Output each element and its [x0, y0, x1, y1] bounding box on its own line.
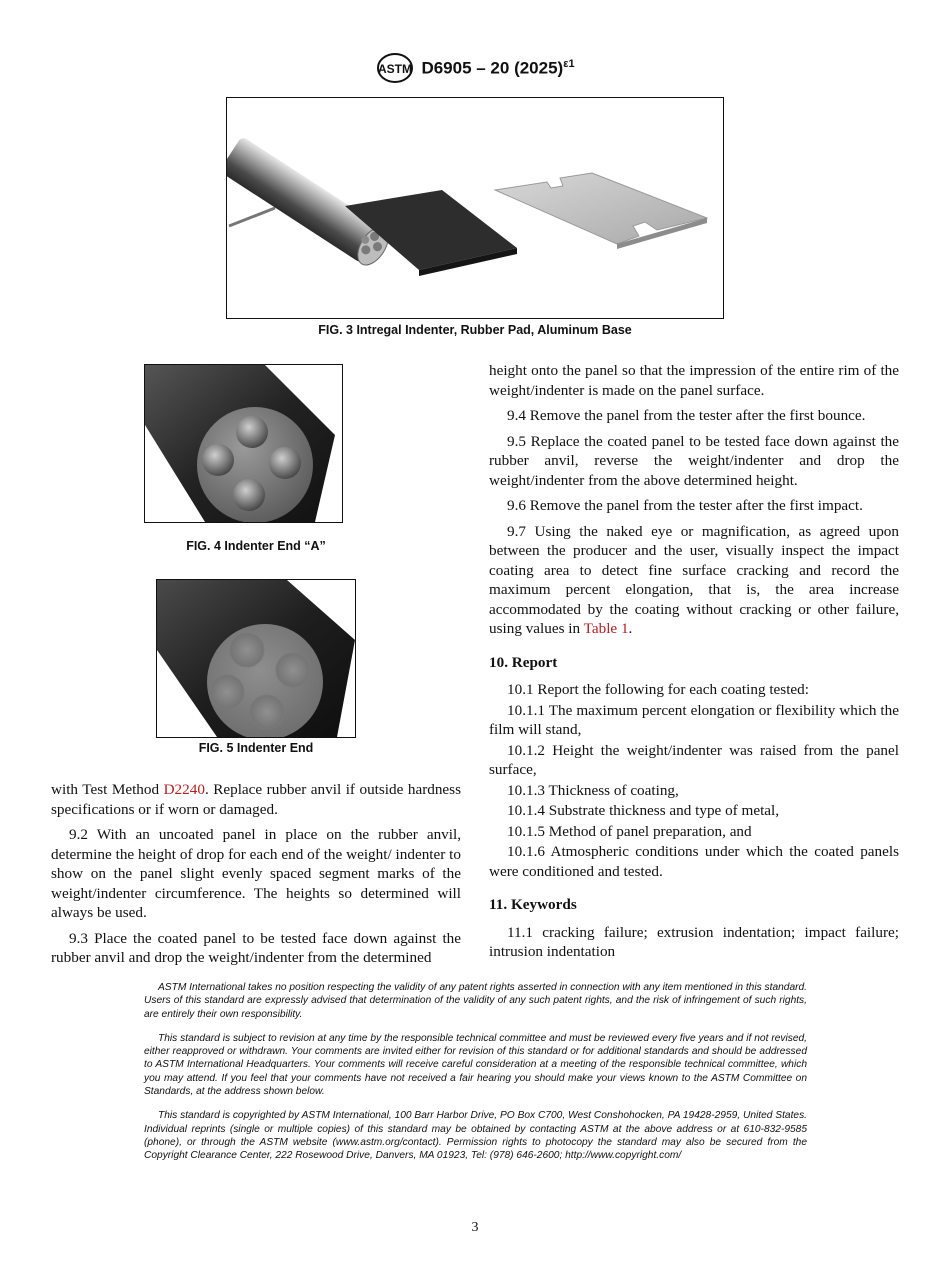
- paragraph-9-7: 9.7 Using the naked eye or magnification, as agreed upon between the producer and the user, visually inspect the impact coating area to detect fine surface cracking and record the maximum percent elongation, that is, the area increase accommodated by the coating without cracking or other failure, using values in Table 1.: [489, 522, 899, 637]
- left-column: [51, 780, 461, 974]
- paragraph-continued: with Test Method D2240. Replace rubber anvil if outside hardness specifications or if worn or damaged.: [51, 781, 461, 818]
- footer-revision-notice: This standard is subject to revision at any time by the responsible technical committee and must be reviewed every five years and if not revised, either reapproved or withdrawn. Your comments are invited either for revision of this standard or for additional standards and should be addressed to ASTM International Headquarters. Your comments will receive careful consideration at a meeting of the responsible technical committee, which you may attend. If you feel that your comments have not received a fair hearing you should make your views known to the ASTM Committee on Standards, at the address shown below.: [144, 1032, 807, 1098]
- figure-4-image: [144, 364, 343, 523]
- indenter-end-a-photo: [145, 365, 342, 522]
- figure-4-caption: FIG. 4 Indenter End “A”: [186, 539, 326, 553]
- section-10-heading: 10. Report: [489, 653, 558, 671]
- paragraph-10-1-2: 10.1.2 Height the weight/indenter was raised from the panel surface,: [489, 741, 899, 778]
- right-column: [489, 361, 899, 968]
- figure-5-caption: FIG. 5 Indenter End: [198, 741, 314, 755]
- designation: D6905 – 20 $(2025)^{\varepsilon 1}$: [421, 57, 575, 78]
- footer-copyright-notice: This standard is copyrighted by ASTM International, 100 Barr Harbor Drive, PO Box C700, West Conshohocken, PA 19428-2959, United States. Individual reprints (single or multiple copies) of this standard may be obtained by contacting ASTM at the above address or at 610-832-9585 (phone), or through the ASTM website (www.astm.org/contact). Permission rights to photocopy the standard may also be secured from the Copyright Clearance Center, 222 Rosewood Drive, Danvers, MA 01923, Tel: (978) 646-2600; http://www.copyright.com/: [144, 1110, 807, 1162]
- figure-3-image: [226, 97, 724, 319]
- paragraph-9-6: 9.6 Remove the panel from the tester after the first impact.: [507, 497, 863, 514]
- section-11-heading: 11. Keywords: [489, 896, 577, 913]
- figure-3-caption: FIG. 3 Intregal Indenter, Rubber Pad, Aluminum Base: [318, 323, 632, 337]
- paragraph-9-2: 9.2 With an uncoated panel in place on the rubber anvil, determine the height of drop for each end of the weight/ indenter to show on the panel slight evenly spaced segment marks of the weight/indenter circumference. The heights so determined will always be used.: [51, 826, 461, 921]
- page-header: [0, 52, 950, 86]
- astm-logo-icon: [375, 52, 415, 84]
- svg-text:ASTM: ASTM: [378, 62, 413, 76]
- paragraph-10-1-3: 10.1.3 Thickness of coating,: [507, 781, 679, 799]
- paragraph-9-5: 9.5 Replace the coated panel to be tested face down against the rubber anvil, reverse the weight/indenter and drop the weight/indenter from the above determined height.: [489, 432, 899, 489]
- paragraph-9-3-continued: height onto the panel so that the impression of the entire rim of the weight/indenter is made on the panel surface.: [489, 362, 899, 399]
- table-1-link[interactable]: Table 1: [583, 620, 629, 637]
- paragraph-10-1: 10.1 Report the following for each coating tested:: [507, 681, 809, 698]
- paragraph-9-4: 9.4 Remove the panel from the tester after the first bounce.: [507, 407, 866, 424]
- paragraph-10-1-5: 10.1.5 Method of panel preparation, and: [507, 822, 752, 840]
- figure-5-image: [156, 579, 356, 738]
- paragraph-9-3: 9.3 Place the coated panel to be tested face down against the rubber anvil and drop the weight/indenter from the determined: [51, 929, 461, 966]
- indenter-pad-base-photo: [227, 98, 723, 318]
- footer-patent-notice: ASTM International takes no position respecting the validity of any patent rights asserted in connection with any item mentioned in this standard. Users of this standard are expressly advised that determination of the validity of any such patent rights, and the risk of infringement of such rights, are entirely their own responsibility.: [144, 982, 807, 1020]
- footer-notice: [144, 981, 807, 1174]
- d2240-link[interactable]: D2240: [163, 781, 205, 798]
- paragraph-10-1-6: 10.1.6 Atmospheric conditions under which the coated panels were conditioned and tested.: [489, 843, 899, 880]
- page-number: 3: [471, 1220, 479, 1235]
- indenter-end-photo: [157, 580, 355, 737]
- paragraph-11-1: 11.1 cracking failure; extrusion indentation; impact failure; intrusion indentation: [489, 923, 899, 960]
- paragraph-10-1-1: 10.1.1 The maximum percent elongation or flexibility which the film will stand,: [489, 701, 899, 738]
- paragraph-10-1-4: 10.1.4 Substrate thickness and type of metal,: [507, 802, 780, 819]
